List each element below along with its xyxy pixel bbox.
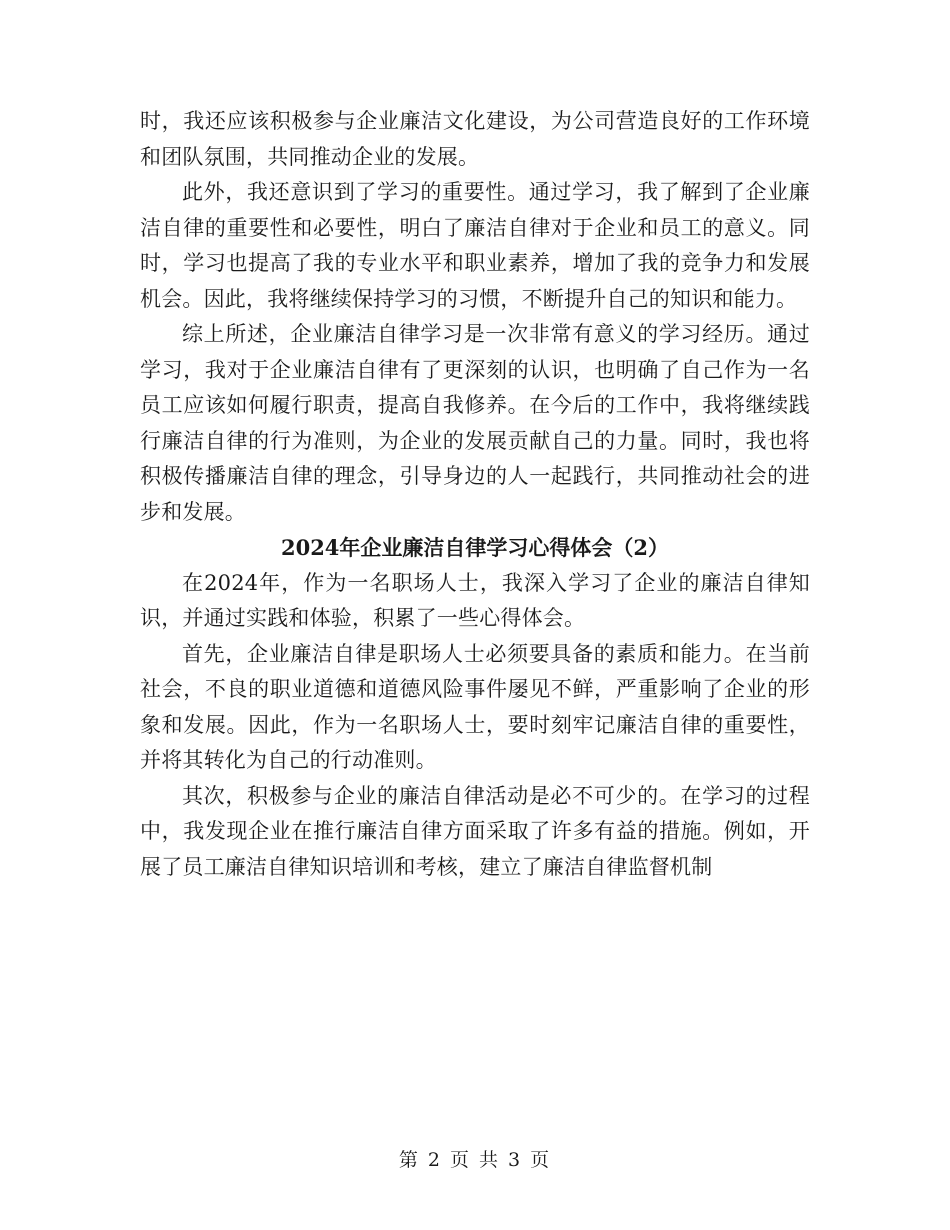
paragraph-second-point: 其次，积极参与企业的廉洁自律活动是必不可少的。在学习的过程中，我发现企业在推行廉洁自律方面采取了许多有益的措施。例如，开展了员工廉洁自律知识培训和考核，建立了廉洁自律监督机制	[140, 783, 810, 879]
page-number-footer: 第 2 页 共 3 页	[398, 1149, 552, 1171]
document-body	[140, 104, 810, 885]
paragraph-continued: 时，我还应该积极参与企业廉洁文化建设，为公司营造良好的工作环境和团队氛围，共同推动企业的发展。	[140, 109, 810, 169]
paragraph-summary: 综上所述，企业廉洁自律学习是一次非常有意义的学习经历。通过学习，我对于企业廉洁自律有了更深刻的认识，也明确了自己作为一名员工应该如何履行职责，提高自我修养。在今后的工作中，我将继续践行廉洁自律的行为准则，为企业的发展贡献自己的力量。同时，我也将积极传播廉洁自律的理念，引导身边的人一起践行，共同推动社会的进步和发展。	[140, 322, 810, 524]
section-title: 2024年企业廉洁自律学习心得体会（2）	[280, 535, 670, 560]
paragraph-first-point: 首先，企业廉洁自律是职场人士必须要具备的素质和能力。在当前社会，不良的职业道德和道德风险事件屡见不鲜，严重影响了企业的形象和发展。因此，作为一名职场人士，要时刻牢记廉洁自律的重要性，并将其转化为自己的行动准则。	[140, 641, 810, 772]
paragraph-intro: 在2024年，作为一名职场人士，我深入学习了企业的廉洁自律知识，并通过实践和体验，积累了一些心得体会。	[140, 570, 810, 630]
paragraph-learning: 此外，我还意识到了学习的重要性。通过学习，我了解到了企业廉洁自律的重要性和必要性，明白了廉洁自律对于企业和员工的意义。同时，学习也提高了我的专业水平和职业素养，增加了我的竞争力和发展机会。因此，我将继续保持学习的习惯，不断提升自己的知识和能力。	[140, 180, 810, 311]
